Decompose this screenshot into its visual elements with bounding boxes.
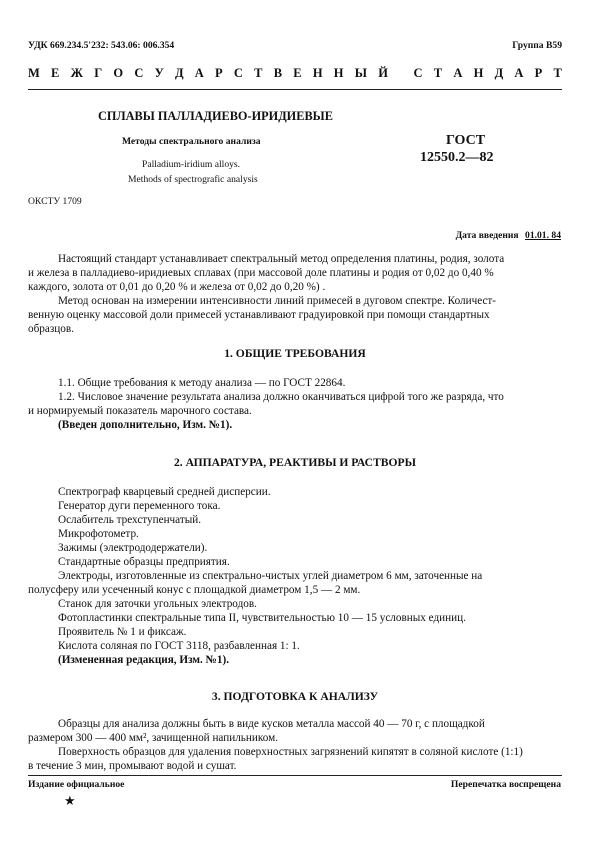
standard-kind-letter: В [273, 66, 283, 80]
standard-kind-letter: А [453, 66, 463, 80]
section1-heading: 1. ОБЩИЕ ТРЕБОВАНИЯ [224, 347, 366, 360]
section3-p2-line1: Поверхность образцов для удаления поверхностных загрязнений кипятят в соляной кислоте (1:1) [58, 746, 523, 758]
equipment-item: Микрофотометр. [58, 528, 139, 540]
equipment-item: Спектрограф кварцевый средней дисперсии. [58, 486, 271, 498]
gost-number: 12550.2—82 [420, 150, 494, 165]
footer-divider [28, 775, 562, 776]
electrodes-line2: полусферу или усеченный конус с площадкой диаметром 1,5 — 2 мм. [28, 584, 361, 596]
equipment-item: Кислота соляная по ГОСТ 3118, разбавленная 1: 1. [58, 640, 300, 652]
standard-kind-letter: Е [51, 66, 60, 80]
intro-p2-line1: Метод основан на измерении интенсивности линий примесей в дуговом спектре. Количест- [58, 295, 497, 307]
english-title-line1: Palladium-iridium alloys. [142, 159, 241, 170]
standard-kind-letter: Д [174, 66, 184, 80]
gost-label: ГОСТ [446, 133, 486, 148]
section3-p1-line2 [28, 732, 278, 744]
electrodes-line1: Электроды, изготовленные из спектрально-чистых углей диаметром 6 мм, заточенные на [58, 570, 483, 582]
official-edition-label: Издание официальное [28, 779, 125, 790]
star-icon: ★ [64, 793, 76, 808]
section3-heading: 3. ПОДГОТОВКА К АНАЛИЗУ [211, 690, 379, 703]
reprint-prohibited-label: Перепечатка воспрещена [450, 779, 561, 790]
section2-amendment-note: (Измененная редакция, Изм. №1). [58, 654, 229, 666]
intro-p1-line2: и железа в палладиево-иридиевых сплавах (при массовой доле платины и родия от 0,02 до 0,40 % [28, 267, 494, 279]
okstu-code: ОКСТУ 1709 [28, 196, 82, 207]
equipment-item: Ослабитель трехступенчатый. [58, 514, 202, 526]
standard-kind-letter: Р [215, 66, 223, 80]
intro-date-label: Дата введения [455, 230, 519, 241]
document-subtitle: Методы спектрального анализа [122, 136, 261, 147]
intro-p2-line3: образцов. [28, 323, 74, 335]
standard-kind-letter: С [233, 66, 243, 80]
document-title: СПЛАВЫ ПАЛЛАДИЕВО-ИРИДИЕВЫЕ [98, 109, 333, 123]
section1-item1: 1.1. Общие требования к методу анализа — по ГОСТ 22864. [58, 377, 346, 389]
standard-kind-gap [399, 66, 402, 81]
standard-kind [28, 66, 562, 81]
header-divider [28, 89, 562, 90]
standard-kind-letter: Т [433, 66, 443, 80]
standard-kind-letter: С [134, 66, 144, 80]
section2-heading: 2. АППАРАТУРА, РЕАКТИВЫ И РАСТВОРЫ [173, 456, 417, 469]
equipment-item: Фотопластинки спектральные типа II, чувствительностью 10 — 15 условных единиц. [58, 612, 466, 624]
standard-kind-letter: Ы [354, 66, 368, 80]
english-title-line2: Methods of spectrografic analysis [128, 174, 258, 185]
section3-p1-line2-text: размером 300 — 400 мм², зачищенной напильником. [28, 732, 279, 744]
equipment-item: Зажимы (электрододержатели). [58, 542, 208, 554]
standard-kind-letter: С [413, 66, 423, 80]
standard-kind-letter: М [28, 66, 40, 80]
standard-kind-letter: У [154, 66, 164, 80]
standard-kind-letter: Ж [70, 66, 83, 80]
equipment-item: Проявитель № 1 и фиксаж. [58, 626, 187, 638]
standard-kind-letter: О [113, 66, 124, 80]
standard-kind-letter: Н [473, 66, 484, 80]
standard-kind-letter: Т [553, 66, 562, 80]
standard-kind-letter: Е [293, 66, 302, 80]
standard-kind-letter: Н [312, 66, 323, 80]
intro-p1-line1: Настоящий стандарт устанавливает спектральный метод определения платины, родия, золота [58, 253, 505, 265]
standard-kind-letter: Й [378, 66, 388, 80]
standard-kind-letter: Н [333, 66, 344, 80]
section3-p2-line2: в течение 3 мин, промывают водой и сушат. [28, 760, 237, 772]
standard-kind-letter: А [194, 66, 204, 80]
standard-kind-letter: Д [494, 66, 504, 80]
section1-item2-line1: 1.2. Числовое значение результата анализа должно оканчиваться цифрой того же разряда, что [58, 391, 504, 403]
intro-date-value: 01.01. 84 [525, 230, 561, 241]
equipment-item: Стандартные образцы предприятия. [58, 556, 230, 568]
section3-p1-line1: Образцы для анализа должны быть в виде кусков металла массой 40 — 70 г, с площадкой [58, 718, 485, 730]
standard-kind-letter: Г [94, 66, 103, 80]
standard-kind-letter: А [514, 66, 524, 80]
section1-item2-line2: и нормируемый показатель марочного состава. [28, 405, 252, 417]
equipment-item: Генератор дуги переменного тока. [58, 500, 221, 512]
standard-kind-letter: Т [254, 66, 263, 80]
intro-date [456, 230, 561, 241]
section1-amendment-note: (Введен дополнительно, Изм. №1). [58, 419, 233, 431]
intro-p1-line3: каждого, золота от 0,01 до 0,20 % и железа от 0,02 до 0,20 %) . [28, 281, 326, 293]
intro-p2-line2: венную оценку массовой доли примесей устанавливают градуировкой при помощи стандартных [28, 309, 490, 321]
udk-code: УДК 669.234.5'232: 543.06: 006.354 [28, 40, 175, 51]
equipment-item: Станок для заточки угольных электродов. [58, 598, 257, 610]
standard-kind-letter: Р [534, 66, 543, 80]
group-code: Группа В59 [512, 40, 562, 51]
